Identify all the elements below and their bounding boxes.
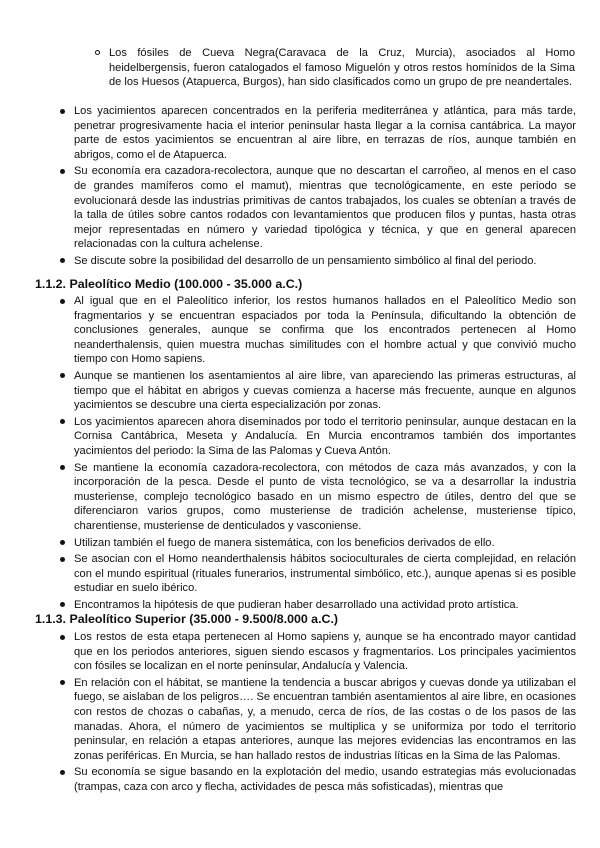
- list-item: [60, 104, 576, 162]
- list-item-text: Aunque se mantienen los asentamientos al aire libre, van apareciendo las primeras estructuras, al tiempo que el hábitat en abrigos y cuevas comienza a hacerse más frecuente, aunque en algunos yacimientos se descubre una cierta especialización por zonas.: [74, 369, 576, 412]
- bullet-icon: [60, 602, 65, 607]
- bullet-icon: [60, 540, 65, 545]
- list-item: [60, 536, 576, 551]
- section-heading-paleolitico-superior: 1.1.3. Paleolítico Superior (35.000 - 9.500/8.000 a.C.): [35, 612, 339, 626]
- list-item-text: Los restos de esta etapa pertenecen al Homo sapiens y, aunque se ha encontrado mayor cantidad que en los periodos anteriores, siguen siendo escasos y fragmentarios. Los principales yacimientos con fósiles se localizan en el norte peninsular, Andalucía y Valencia.: [74, 631, 576, 673]
- list-item-text: En relación con el hábitat, se mantiene la tendencia a buscar abrigos y cuevas donde ya utilizaban el fuego, se aislaban de los peligros…. Se encuentran también asentamientos al aire libre, en ocasiones con restos de chozas o cabañas, y, a menudo, cerca de ríos, de las costas o de los pasos de las manadas. Ahora, el número de yacimientos se multiplica y se uniformiza por todo el territorio peninsular, en relación a etapas anteriores, aunque las mejores evidencias las encontramos en las zonas periféricas. En Murcia, se han hallado restos de industrias líticas en la Sima de las Palomas.: [74, 676, 576, 762]
- hollow-circle-bullet-icon: [95, 50, 100, 55]
- sub-bullet-list: [95, 46, 575, 90]
- list-item-text: Su economía era cazadora-recolectora, aunque que no descartan el carroñeo, al menos en el caso de grandes mamíferos como el mamut), mientras que tecnológicamente, en este periodo se evolucionará desde las industrias primitivas de cantos trabajados, los cuales se obtenían a través de la talla de útiles sobre cantos rodados con levantamientos que producen filos y puntas, hasta otras mejor representadas en número y variedad tipológica y técnica, y que en general aparecen relacionadas con la cultura achelense.: [74, 165, 576, 251]
- list-item: [60, 369, 576, 413]
- list-item-text: Los yacimientos aparecen ahora diseminados por todo el territorio peninsular, aunque destacan en la Cornisa Cantábrica, Meseta y Andalucía. En Murcia encontramos también dos importantes yacimientos del periodo: la Sima de las Palomas y Cueva Antón.: [74, 415, 576, 457]
- bullet-icon: [60, 373, 65, 378]
- list-item: [60, 461, 576, 534]
- bullet-icon: [60, 419, 65, 424]
- list-item: [60, 598, 576, 613]
- bullet-icon: [60, 465, 65, 470]
- list-item: [60, 676, 576, 764]
- list-item-text: Encontramos la hipótesis de que pudieran haber desarrollado una actividad proto artística.: [74, 598, 519, 611]
- list-item: [60, 164, 576, 252]
- list-item: [60, 630, 576, 674]
- list-item: [60, 552, 576, 596]
- superior-bullet-list: [60, 630, 576, 797]
- list-item: [60, 254, 576, 269]
- bullet-icon: [60, 299, 65, 304]
- section-heading-paleolitico-medio: 1.1.2. Paleolítico Medio (100.000 - 35.000 a.C.): [35, 277, 303, 291]
- list-item-text: Utilizan también el fuego de manera sistemática, con los beneficios derivados de ello.: [74, 536, 495, 549]
- list-item-text: Al igual que en el Paleolítico inferior, los restos humanos hallados en el Paleolítico Medio son fragmentarios y se encuentran espaciados por toda la Península, dificultando la obtención de conclusiones generales, aunque se confirma que los encontrados pertenecen al Homo neanderthalensis, quien muestra muchas similitudes con el hombre actual y que convivió mucho tiempo con Homo sapiens.: [74, 295, 576, 366]
- bullet-icon: [60, 770, 65, 775]
- list-item: [60, 765, 576, 794]
- bullet-icon: [60, 635, 65, 640]
- list-item-text: Su economía se sigue basando en la explotación del medio, usando estrategias más evolucionadas (trampas, caza con arco y flecha, actividades de pesca más sofisticadas), mientras que: [74, 766, 576, 793]
- bullet-icon: [60, 258, 65, 263]
- bullet-icon: [60, 557, 65, 562]
- medio-bullet-list: [60, 294, 576, 614]
- list-item: [60, 415, 576, 459]
- bullet-icon: [60, 680, 65, 685]
- list-item-text: Se discute sobre la posibilidad del desarrollo de un pensamiento simbólico al final del periodo.: [74, 254, 537, 267]
- bullet-icon: [60, 169, 65, 174]
- list-item: [60, 294, 576, 367]
- list-item: [95, 46, 575, 90]
- list-item-text: Se mantiene la economía cazadora-recolectora, con métodos de caza más avanzados, y con la incorporación de la pesca. Desde el punto de vista tecnológico, se va a desarrollar la industria musteriense, complejo tecnológico basado en un mismo espectro de útiles, dentro del que se diferenciaron varios grupos, como musteriense de tradición achelense, musteriense típico, charentiense, musteriense de denticulados y vasconiense.: [74, 461, 576, 532]
- bullet-icon: [60, 109, 65, 114]
- list-item-text: Se asocian con el Homo neanderthalensis hábitos socioculturales de cierta complejidad, en relación con el mundo espiritual (rituales funerarios, instrumental simbólico, etc.), aunque apenas si es posible estudiar en suelo ibérico.: [74, 553, 576, 595]
- list-item-text: Los yacimientos aparecen concentrados en la periferia mediterránea y atlántica, para más tarde, penetrar progresivamente hacia el interior peninsular hasta llegar a la cornisa cantábrica. La mayor parte de estos yacimientos se encuentran al aire libre, en terrazas de ríos, aunque también en abrigos, como el de Atapuerca.: [74, 105, 576, 161]
- list-item-text: Los fósiles de Cueva Negra(Caravaca de la Cruz, Murcia), asociados al Homo heidelbergensis, fueron catalogados el famoso Miguelón y otros restos homínidos de la Sima de los Huesos (Atapuerca, Burgos), han sido clasificados como un grupo de pre neandertales.: [109, 47, 575, 89]
- inferior-bullet-list: [60, 104, 576, 271]
